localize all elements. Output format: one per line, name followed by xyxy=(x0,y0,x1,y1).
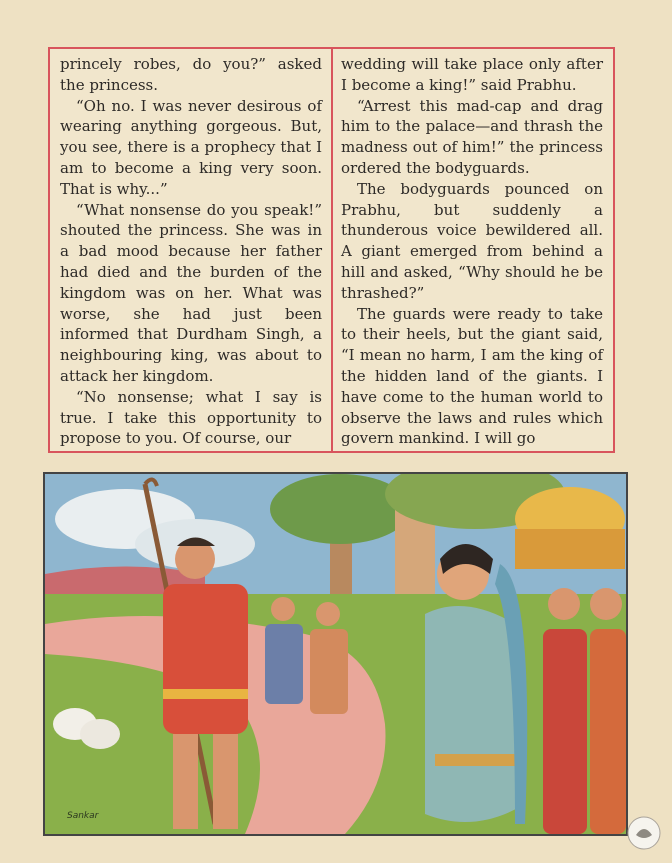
illustration-scene xyxy=(45,474,626,834)
guard-body xyxy=(265,624,303,704)
paragraph: “Arrest this mad-cap and drag him to the palace—and thrash the madness out of him!” the princess ordered the bodyguards. xyxy=(341,96,603,177)
right-text-column xyxy=(341,54,603,449)
guard-head xyxy=(271,597,295,621)
stamp-watermark xyxy=(626,815,662,851)
column-divider xyxy=(331,47,333,453)
sheep xyxy=(80,719,120,749)
shepherd-belt xyxy=(163,689,248,699)
paragraph: The bodyguards pounced on Prabhu, but suddenly a thunderous voice bewildered all. A giant emerged from behind a hill and asked, “Why should he be thrashed?” xyxy=(341,179,603,302)
palanquin-body xyxy=(515,529,625,569)
artist-signature: Sankar xyxy=(67,811,99,821)
left-text-column xyxy=(60,54,322,449)
paragraph: The guards were ready to take to their heels, but the giant said, “I mean no harm, I am the king of the hidden land of the giants. I have come to the human world to observe the laws and rules which govern mankind. I will go xyxy=(341,304,603,448)
attendant-head xyxy=(548,588,580,620)
shepherd-leg xyxy=(213,734,238,829)
story-illustration xyxy=(43,472,628,836)
paragraph: princely robes, do you?” asked the princess. xyxy=(60,55,322,94)
princess-sash xyxy=(435,754,515,766)
guard-body xyxy=(310,629,348,714)
guard-head xyxy=(316,602,340,626)
paragraph: wedding will take place only after I become a king!” said Prabhu. xyxy=(341,55,603,94)
shepherd-leg xyxy=(173,734,198,829)
attendant-dress xyxy=(543,629,587,834)
paragraph: “No nonsense; what I say is true. I take this opportunity to propose to you. Of course, our xyxy=(60,387,322,448)
attendant-dress xyxy=(590,629,626,834)
paragraph: “Oh no. I was never desirous of wearing anything gorgeous. But, you see, there is a prophecy that I am to become a king very soon. That is why...” xyxy=(60,96,322,198)
shepherd-tunic xyxy=(163,584,248,734)
attendant-head xyxy=(590,588,622,620)
paragraph: “What nonsense do you speak!” shouted the princess. She was in a bad mood because her father had died and the burden of the kingdom was on her. What was worse, she had just been informed that Durdham Singh, a neighbouring king, was about to attack her kingdom. xyxy=(60,200,322,385)
